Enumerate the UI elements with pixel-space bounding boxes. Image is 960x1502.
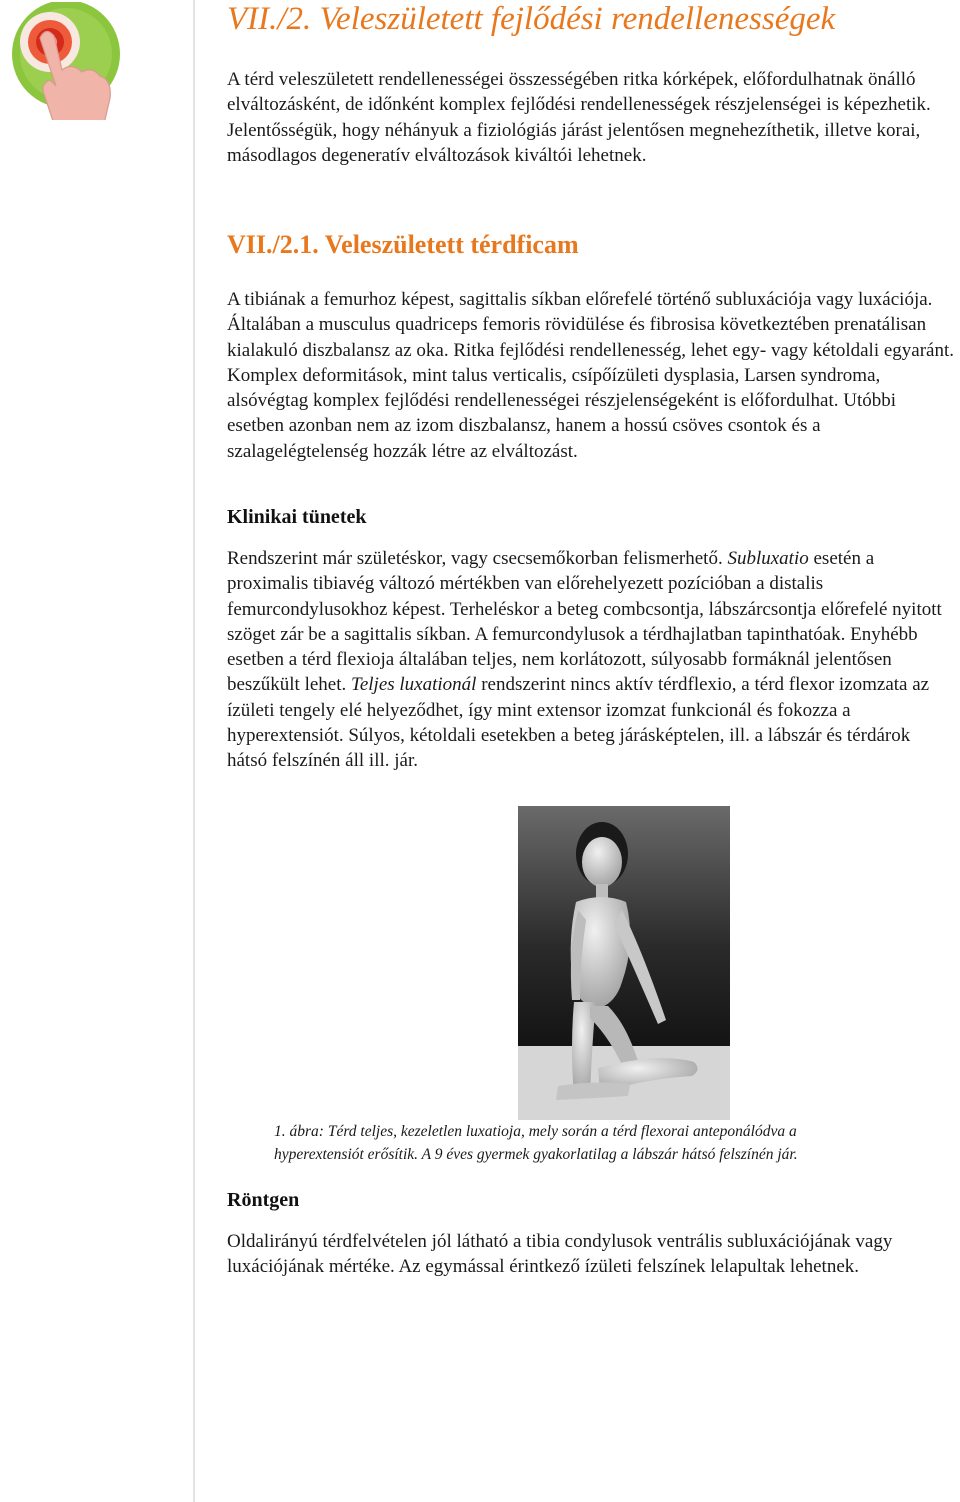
clinical-paragraph: [227, 546, 955, 774]
clinical-italic-1: Subluxatio: [727, 548, 809, 569]
figure-photo: [518, 806, 730, 1120]
logo: [4, 2, 126, 120]
caption-line-2: hyperextensiót erősítik. A 9 éves gyermek gyakorlatilag a lábszár hátsó felszínén jár.: [274, 1146, 798, 1163]
clinical-italic-2: Teljes luxationál: [351, 674, 477, 696]
xray-heading: Röntgen: [227, 1189, 300, 1211]
xray-paragraph: Oldalirányú térdfelvételen jól látható a tibia condylusok ventrális subluxációjának vagy luxációjának mértéke. Az egymással érintkező ízületi felszínek lelapultak lehetnek.: [227, 1231, 893, 1278]
section-heading: VII./2.1. Veleszületett térdficam: [227, 230, 579, 259]
page-title: VII./2. Veleszületett fejlődési rendellenességek: [227, 1, 836, 37]
caption-line-1: 1. ábra: Térd teljes, kezeletlen luxatioja, mely során a térd flexorai anteponálódva a: [274, 1123, 797, 1140]
section-paragraph: A tibiának a femurhoz képest, sagittalis síkban előrefelé történő subluxációja vagy luxációja. Általában a musculus quadriceps femoris rövidülése és fibrosisa következtében prenatálisan kialakuló diszbalansz az oka. Ritka fejlődési rendellenesség, lehet egy- vagy kétoldali egyaránt. Komplex deformitások, mint talus verticalis, csípőízületi dysplasia, Larsen syndroma, alsóvégtag komplex fejlődési rendellenességei részjelenségeként is előfordulhat. Utóbbi esetben azonban nem az izom diszbalansz, hanem a hossú csöves csontok és a szalagelégtelenség hozzák létre az elváltozást.: [227, 289, 955, 462]
clinical-text-2: esetén a proximalis tibiavég változó mértékben van előrehelyezett pozícióban a distalis femurcondylusokhoz képest. Terheléskor a beteg combcsontja, lábszárcsontja előrefelé nyitott szöget zár be a sagittalis síkban. A femurcondylusok a térdhajlatban tapinthatóak. Enyhébb esetben a térd flexioja általában teljes, nem korlátozott, súlyosabb formáknál jelentősen beszűkült lehet.: [227, 548, 942, 696]
clinical-text-1: Rendszerint már születéskor, vagy csecsemőkorban felismerhető.: [227, 548, 728, 569]
clinical-heading: Klinikai tünetek: [227, 506, 367, 528]
hand-pointer-button-icon: [4, 2, 126, 120]
figure-caption: [274, 1120, 934, 1166]
margin-divider: [193, 0, 195, 1502]
intro-paragraph: A térd veleszületett rendellenességei összességében ritka kórképek, előfordulhatnak önálló elváltozásként, de időnként komplex fejlődési rendellenességek részjelenségei is képezhetik. Jelentősségük, hogy néhányuk a fiziológiás járást jelentősen megnehezíthetik, illetve korai, másodlagos degeneratív elváltozások kiváltói lehetnek.: [227, 69, 931, 166]
clinical-text-3: rendszerint nincs aktív térdflexio, a térd flexor izomzata az ízületi tengely elé helyeződhet, így mint extensor izomzat funkcionál és fokozza a hyperextensiót. Súlyos, kétoldali esetekben a beteg járásképtelen, ill. a lábszár és térdárok hátsó felszínén áll ill. jár.: [227, 674, 930, 772]
